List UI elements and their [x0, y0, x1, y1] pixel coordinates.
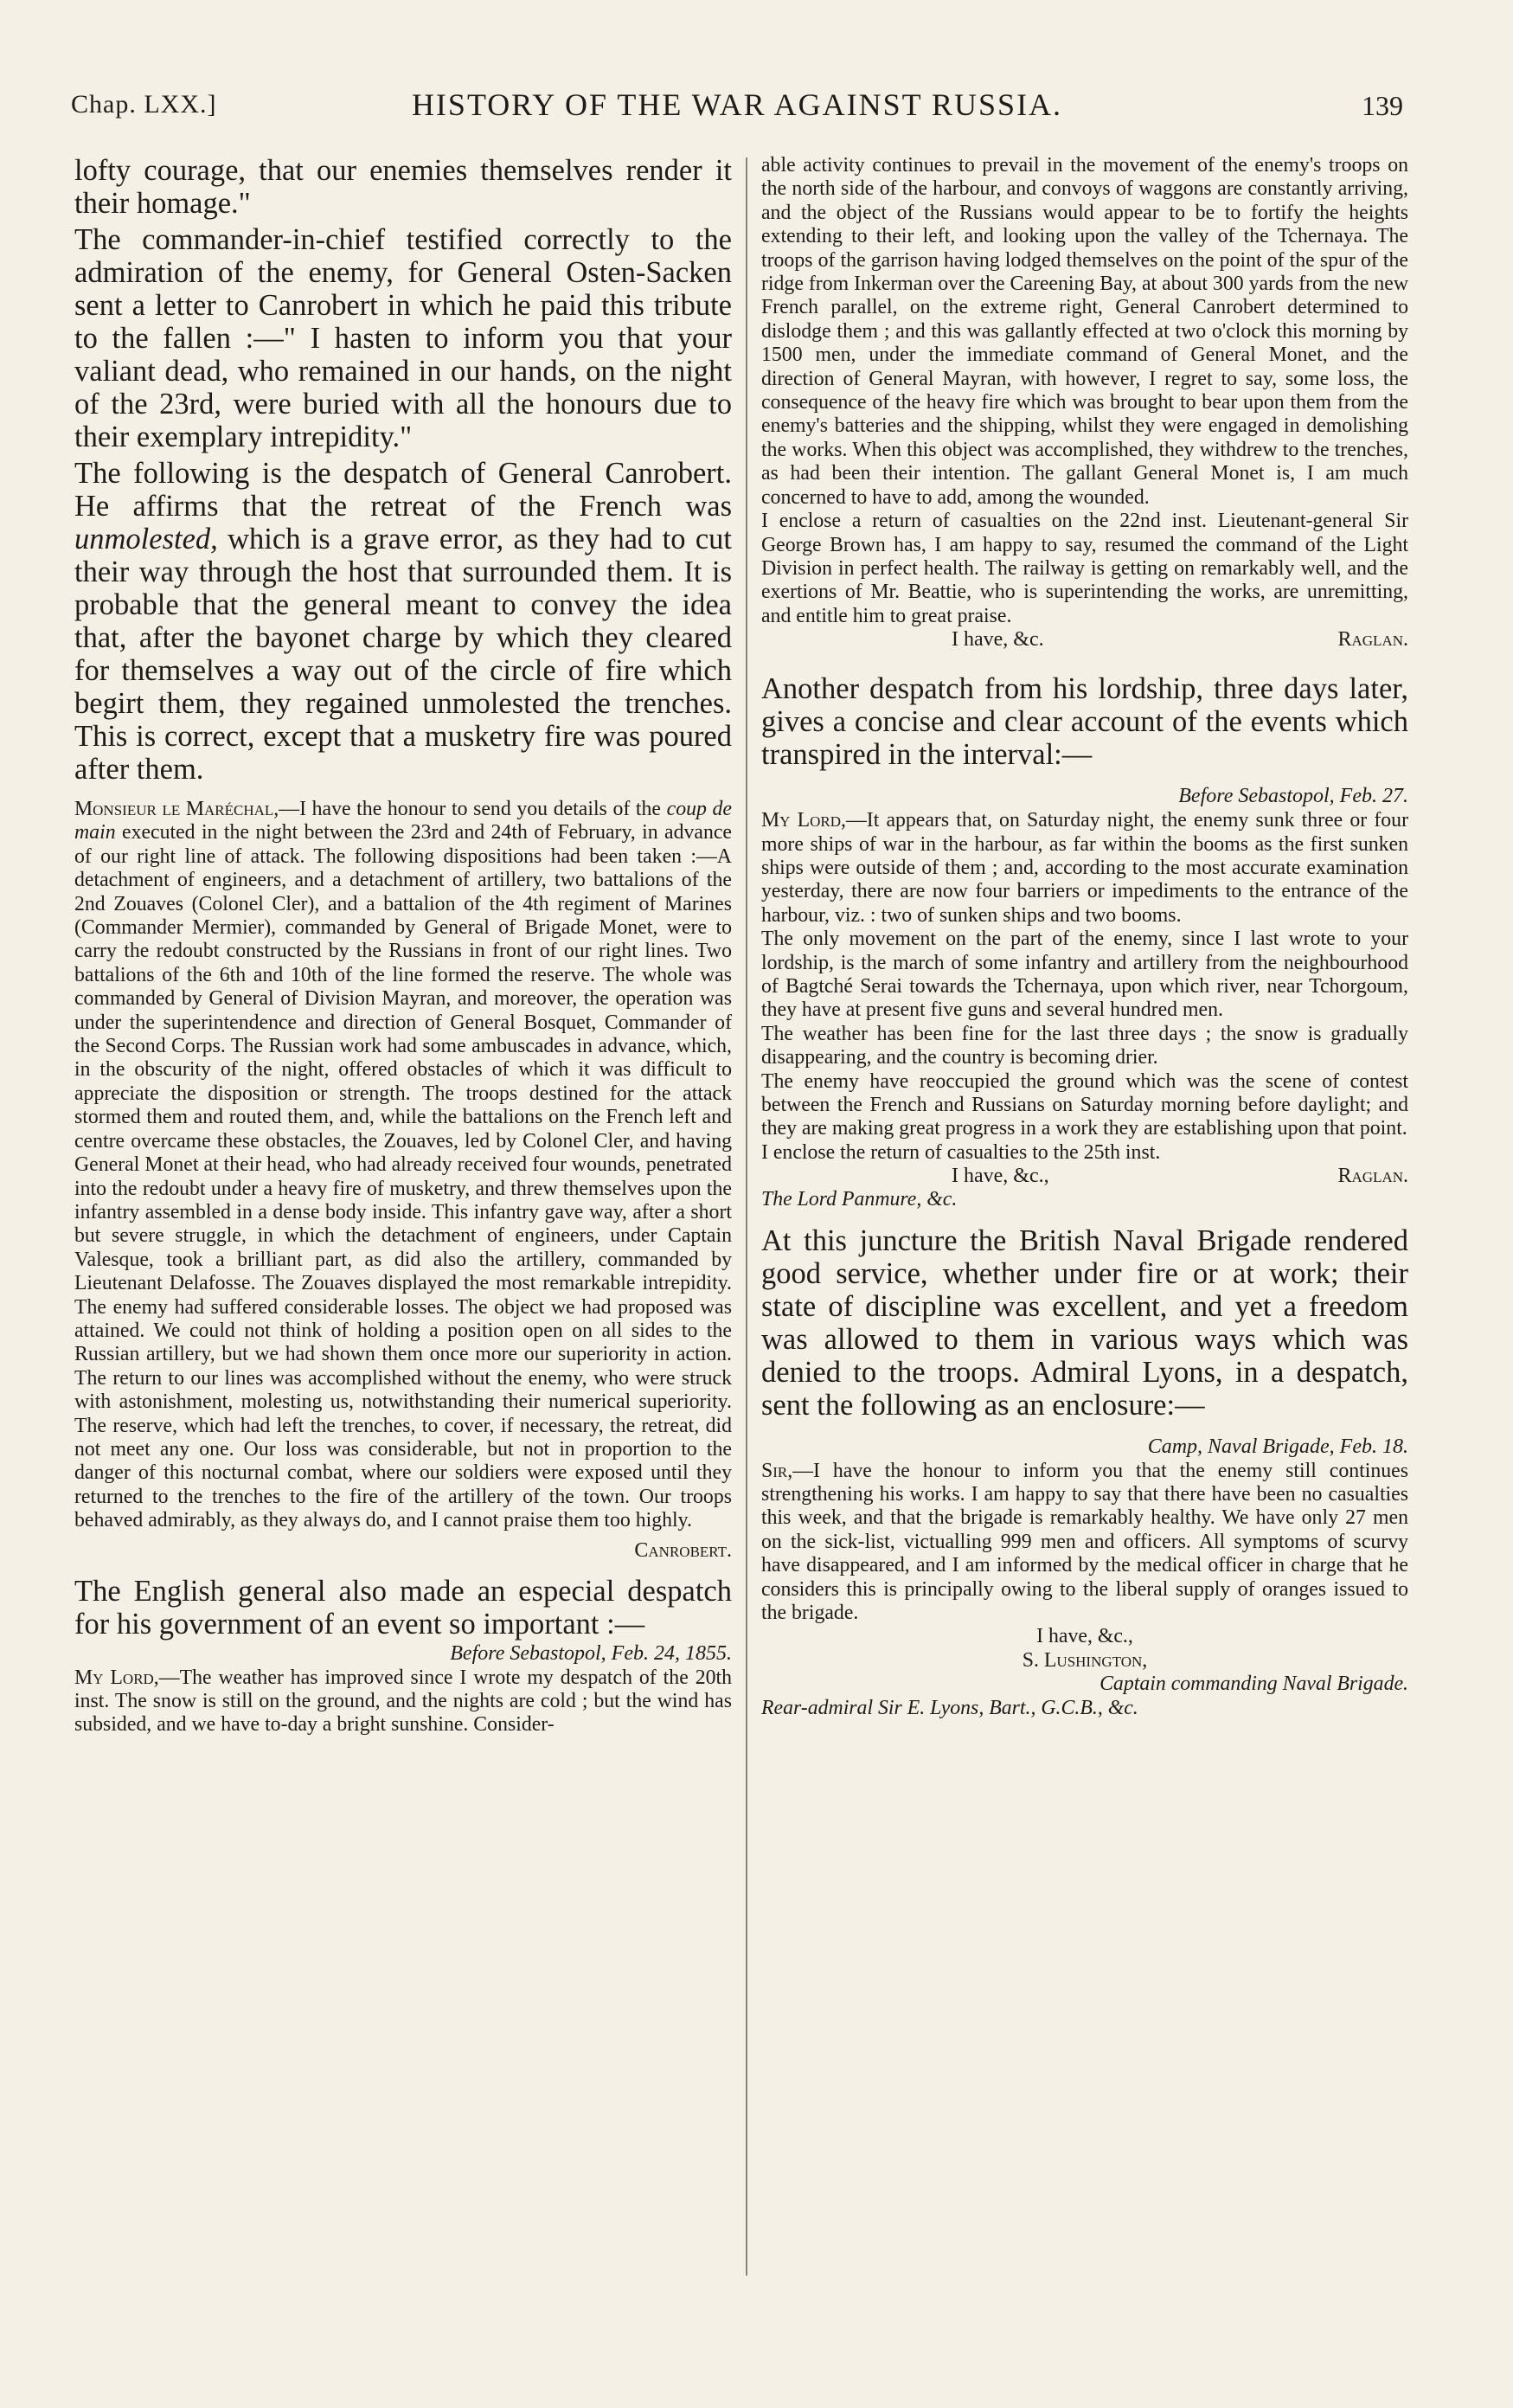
letter-paragraph: The weather has been fine for the last three days ; the snow is gradually disappearing, and the country is becoming drier. — [761, 1022, 1408, 1069]
paragraph: The commander-in-chief testified correctly to the admiration of the enemy, for General Osten-Sacken sent a letter to Canrobert in which he paid this tribute to the fallen :—" I hasten to inform you that your valiant dead, who remained in our hands, on the night of the 23rd, were buried with all the honours due to their exemplary intrepidity." — [74, 223, 732, 453]
closing: I have, &c. Raglan. — [952, 628, 1408, 652]
paragraph: The English general also made an especial despatch for his government of an event so important :— — [74, 1574, 732, 1641]
letter-paragraph: The only movement on the part of the enemy, since I last wrote to your lordship, is the march of some infantry and artillery from the neighbourhood of Bagtché Serai towards the Tchernaya, upon which river, near Tchorgoum, they have at present five guns and several hundred men. — [761, 928, 1408, 1022]
closing: I have, &c., — [1036, 1625, 1133, 1648]
right-column — [761, 154, 1408, 1720]
signature: Canrobert. — [634, 1538, 732, 1562]
paragraph: Another despatch from his lordship, three days later, gives a concise and clear account of the events which transpired in the interval:— — [761, 672, 1408, 772]
dateline: Before Sebastopol, Feb. 27. — [1178, 785, 1408, 808]
paragraph: The following is the despatch of General Canrobert. He affirms that the retreat of the French was unmolested, which is a grave error, as they had to cut their way through the host that surrounded them. It is probable that the general meant to convey the idea that, after the bayonet charge by which they cleared for themselves a way out of the circle of fire which begirt them, they regained unmolested the trenches. This is correct, except that a musketry fire was poured after them. — [74, 457, 732, 786]
paragraph: At this juncture the British Naval Brigade rendered good service, whether under fire or at work; their state of discipline was excellent, and yet a freedom was allowed to them in various ways which was denied to the troops. Admiral Lyons, in a despatch, sent the following as an enclosure:— — [761, 1223, 1408, 1422]
page-title: HISTORY OF THE WAR AGAINST RUSSIA. — [411, 87, 1063, 122]
running-header — [71, 83, 1403, 135]
letter-canrobert: Monsieur le Maréchal,—I have the honour to send you details of the coup de main executed in the night between the 23rd and 24th of February, in advance of our right line of attack. The following dispositions had been taken :—A detachment of engineers, and a detachment of artillery, two battalions of the 2nd Zouaves (Colonel Cler), and a battalion of the 4th regiment of Marines (Commander Mermier), commanded by General of Brigade Monet, were to carry the redoubt constructed by the Russians in front of our right lines. Two battalions of the 6th and 10th of the line formed the reserve. The whole was commanded by General of Division Mayran, and moreover, the operation was under the superintendence and direction of General Bosquet, Commander of the Second Corps. The Russian work had some ambuscades in advance, which, in the obscurity of the night, offered obstacles of which it was difficult to appreciate the disposition or strength. The troops destined for the attack stormed them and routed them, and, while the battalions on the French left and centre overcame these obstacles, the Zouaves, led by Colonel Cler, and having General Monet at their head, who had already received four wounds, penetrated into the redoubt under a heavy fire of musketry, and threw themselves upon the infantry assembled in a dense body inside. This infantry gave way, after a short but severe struggle, in which the detachment of engineers, under Captain Valesque, took a brilliant part, as did also the artillery, commanded by Lieutenant Delafosse. The Zouaves displayed the most remarkable intrepidity. The enemy had suffered considerable losses. The object we had proposed was attained. We could not think of holding a position open on all sides to the Russian artillery, but we had shown them once more our superiority in action. The return to our lines was accomplished without the enemy, who were struck with astonishment, molesting us, notwithstanding their numerical superiority. The reserve, which had left the trenches, to cover, if necessary, the retreat, did not meet any one. Our loss was considerable, but not in proportion to the danger of this nocturnal combat, where our soldiers were exposed until they returned to the trenches to the fire of the artillery of the town. Our troops behaved admirably, as they always do, and I cannot praise them too highly. — [74, 798, 732, 1532]
left-column — [74, 154, 732, 1737]
signature-title: Captain commanding Naval Brigade. — [1099, 1673, 1408, 1696]
letter-continued: able activity continues to prevail in the movement of the enemy's troops on the north side of the harbour, and convoys of waggons are constantly arriving, and the object of the Russians would appear to be to fortify the heights extending to their left, and looking upon the valley of the Tchernaya. The troops of the garrison having lodged themselves on the point of the spur of the ridge from Inkerman over the Careening Bay, at about 300 yards from the new French parallel, on the extreme right, General Canrobert determined to dislodge them ; and this was gallantly effected at two o'clock this morning by 1500 men, under the immediate command of General Monet, and the direction of General Mayran, with however, I regret to say, some loss, the consequence of the heavy fire which was brought to bear upon them from the enemy's batteries and the shipping, whilst they were engaged in demolishing the works. When this object was accomplished, they withdrew to the trenches, as had been their intention. The gallant General Monet is, I am much concerned to have to add, among the wounded. — [761, 154, 1408, 509]
letter-raglan: My Lord,—The weather has improved since I wrote my despatch of the 20th inst. The snow is still on the ground, and the nights are cold ; but the wind has subsided, and we have to-day a bright sunshine. Consider- — [74, 1666, 732, 1737]
paragraph: lofty courage, that our enemies themselves render it their homage." — [74, 154, 732, 220]
column-divider — [746, 157, 747, 2276]
signature: S. Lushington, — [1022, 1648, 1148, 1672]
chapter-label: Chap. LXX.] — [71, 90, 217, 119]
letter-paragraph: I enclose the return of casualties to the 25th inst. — [761, 1140, 1161, 1164]
letter-continued: I enclose a return of casualties on the 22nd inst. Lieutenant-general Sir George Brown has, I am happy to say, resumed the command of the Light Division in perfect health. The railway is getting on remarkably well, and the exertions of Mr. Beattie, who is superintending the works, are unremitting, and entitle him to great praise. — [761, 510, 1408, 627]
letter-paragraph: The enemy have reoccupied the ground which was the scene of contest between the French and Russians on Saturday morning before daylight; and they are making great progress in a work they are establishing upon that point. — [761, 1069, 1408, 1140]
letter-raglan-2: My Lord,—It appears that, on Saturday night, the enemy sunk three or four more ships of war in the harbour, as far within the booms as the first sunken ships were outside of them ; and, according to the most accurate examination yesterday, there are now four barriers or impediments to the entrance of the harbour, viz. : two of sunken ships and two booms. — [761, 809, 1408, 927]
letter-lushington: Sir,—I have the honour to inform you that the enemy still continues strengthening his works. I am happy to say that there have been no casualties this week, and that the brigade is remarkably healthy. We have only 27 men on the sick-list, victualling 999 men and officers. All symptoms of scurvy have disappeared, and I am informed by the medical officer in charge that he considers this is principally owing to the liberal supply of oranges issued to the brigade. — [761, 1459, 1408, 1625]
page-number: 139 — [1362, 90, 1403, 121]
dateline: Before Sebastopol, Feb. 24, 1855. — [450, 1641, 732, 1665]
closing: I have, &c., Raglan. — [952, 1165, 1408, 1188]
dateline: Camp, Naval Brigade, Feb. 18. — [1147, 1435, 1408, 1458]
addressee: The Lord Panmure, &c. — [761, 1188, 958, 1211]
addressee: Rear-admiral Sir E. Lyons, Bart., G.C.B., &c. — [761, 1696, 1138, 1719]
